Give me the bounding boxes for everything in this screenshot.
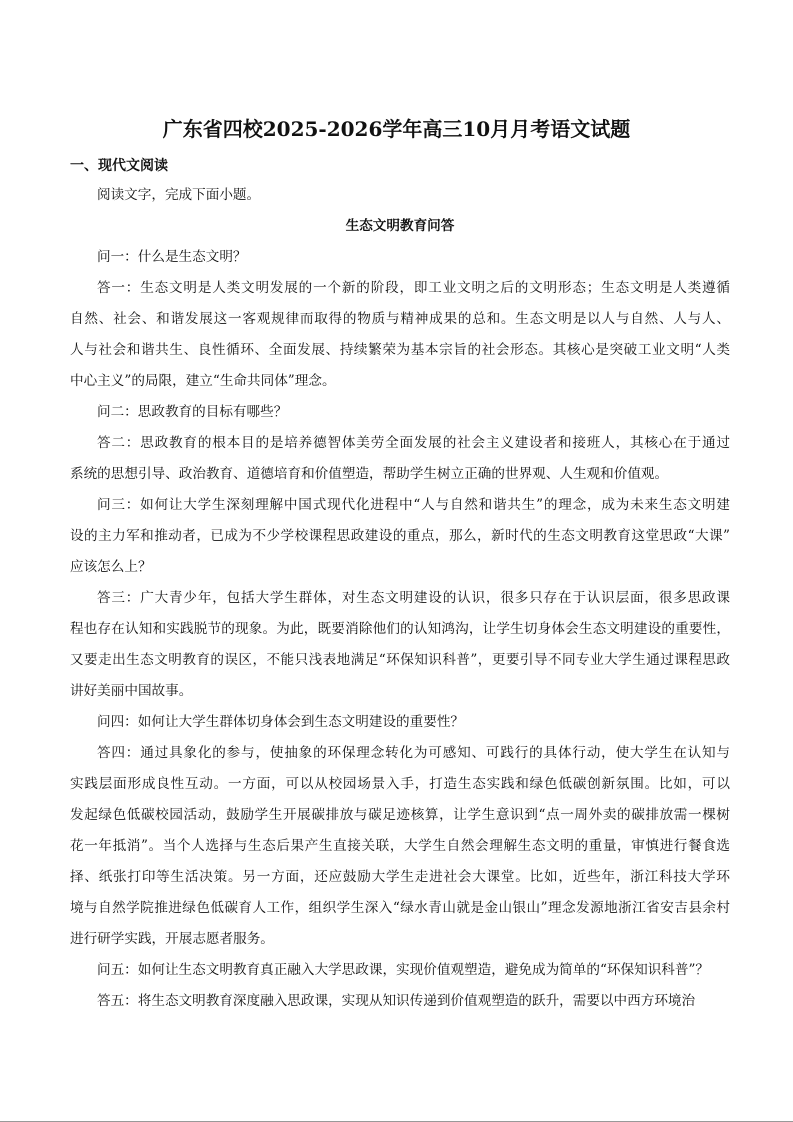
section-heading: 一、现代文阅读	[70, 158, 168, 174]
paragraph-line: 答四：通过具象化的参与，使抽象的环保理念转化为可感知、可践行的具体行动，使大学生在认知与	[97, 745, 730, 761]
paragraph-line: 自然、社会、和谐发展这一客观规律而取得的物质与精神成果的总和。生态文明是以人与自然、人与人、	[70, 311, 730, 327]
paragraph-line: 讲好美丽中国故事。	[70, 683, 193, 699]
paragraph-line: 答二：思政教育的根本目的是培养德智体美劳全面发展的社会主义建设者和接班人，其核心在于通过	[97, 435, 730, 451]
paragraph-line: 实践层面形成良性互动。一方面，可以从校园场景入手，打造生态实践和绿色低碳创新氛围。比如，可以	[70, 776, 730, 792]
paragraph-line: 程也存在认知和实践脱节的现象。为此，既要消除他们的认知鸿沟，让学生切身体会生态文明建设的重要性，	[70, 621, 730, 637]
paragraph	[70, 490, 730, 583]
paragraph-line: 发起绿色低碳校园活动，鼓励学生开展碳排放与碳足迹核算，让学生意识到“点一周外卖的碳排放需一棵树	[70, 807, 730, 823]
paragraph	[70, 707, 730, 738]
document-title: 广东省四校2025-2026学年高三10月月考语文试题	[162, 117, 631, 141]
paragraph	[70, 428, 730, 490]
paragraph-line: 中心主义”的局限，建立“生命共同体”理念。	[70, 373, 336, 389]
paragraph-line: 答三：广大青少年，包括大学生群体，对生态文明建设的认识，很多只存在于认识层面，很多思政课	[97, 590, 730, 606]
paragraph-line: 答一：生态文明是人类文明发展的一个新的阶段，即工业文明之后的文明形态；生态文明是人类遵循	[97, 280, 730, 296]
document-body	[70, 180, 730, 1017]
paragraph-line: 进行研学实践，开展志愿者服务。	[70, 931, 274, 947]
paragraph-line: 答五：将生态文明教育深度融入思政课，实现从知识传递到价值观塑造的跃升，需要以中西方环境治	[97, 993, 696, 1009]
paragraph-line: 问一：什么是生态文明？	[97, 249, 247, 265]
paragraph	[70, 955, 730, 986]
paragraph	[70, 986, 730, 1017]
paragraph-line: 人与社会和谐共生、良性循环、全面发展、持续繁荣为基本宗旨的社会形态。其核心是突破工业文明“人类	[70, 342, 730, 358]
paragraph-line: 又要走出生态文明教育的误区，不能只浅表地满足“环保知识科普”，更要引导不同专业大学生通过课程思政	[70, 652, 730, 668]
paragraph	[70, 738, 730, 955]
paragraph-line: 系统的思想引导、政治教育、道德培育和价值塑造，帮助学生树立正确的世界观、人生观和价值观。	[70, 466, 669, 482]
paragraph-line: 境与自然学院推进绿色低碳育人工作，组织学生深入“绿水青山就是金山银山”理念发源地浙江省安吉县余村	[70, 900, 730, 916]
paragraph-line: 应该怎么上？	[70, 559, 152, 575]
article-title: 生态文明教育问答	[345, 218, 455, 234]
paragraph-line: 设的主力军和推动者，已成为不少学校课程思政建设的重点，那么，新时代的生态文明教育这堂思政“大课”	[70, 528, 730, 544]
paragraph-line: 问五：如何让生态文明教育真正融入大学思政课，实现价值观塑造，避免成为简单的“环保知识科普”？	[97, 962, 710, 978]
paragraph-line: 花一年抵消”。当个人选择与生态后果产生直接关联，大学生自然会理解生态文明的重量，审慎进行餐食选	[70, 838, 730, 854]
paragraph	[70, 397, 730, 428]
paragraph-line: 问四：如何让大学生群体切身体会到生态文明建设的重要性？	[97, 714, 465, 730]
article-paragraphs	[70, 242, 730, 1017]
paragraph-line: 问二：思政教育的目标有哪些？	[97, 404, 288, 420]
paragraph	[70, 242, 730, 273]
instruction: 阅读文字，完成下面小题。	[97, 187, 261, 203]
paragraph-line: 问三：如何让大学生深刻理解中国式现代化进程中“人与自然和谐共生”的理念，成为未来生态文明建	[97, 497, 730, 513]
paragraph	[70, 583, 730, 707]
paragraph-line: 择、纸张打印等生活决策。另一方面，还应鼓励大学生走进社会大课堂。比如，近些年，浙江科技大学环	[70, 869, 730, 885]
paragraph	[70, 273, 730, 397]
